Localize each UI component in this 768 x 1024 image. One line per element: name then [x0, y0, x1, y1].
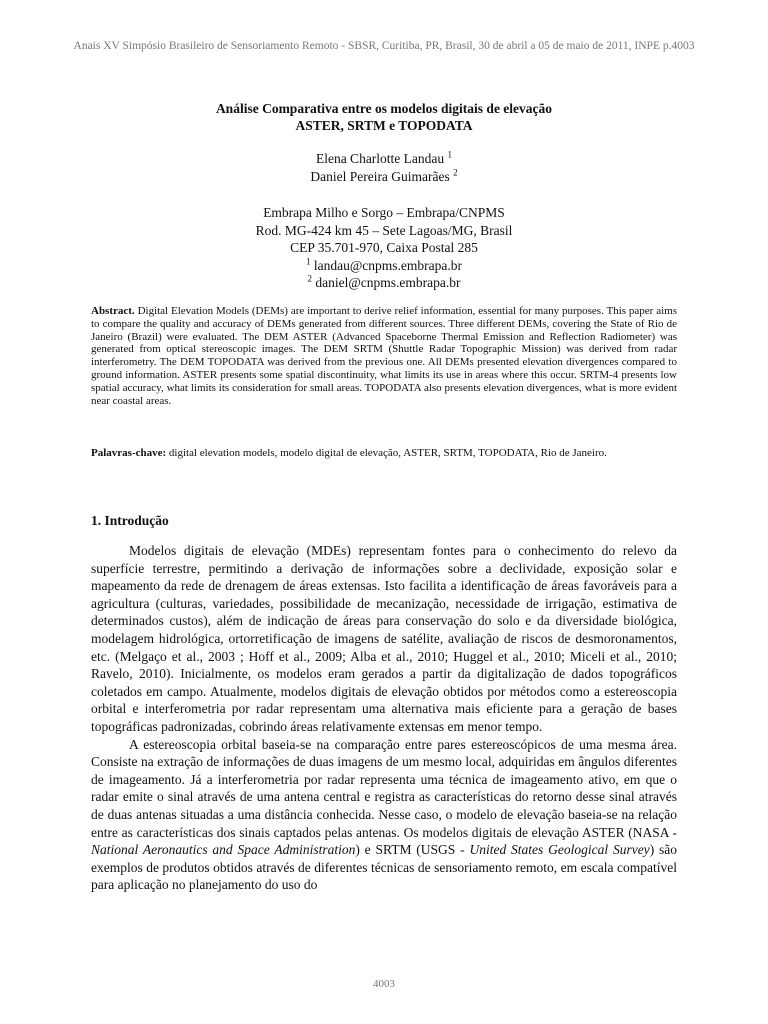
paragraph-2-italic-1: National Aeronautics and Space Administration	[91, 842, 356, 858]
running-header: Anais XV Simpósio Brasileiro de Sensoriamento Remoto - SBSR, Curitiba, PR, Brasil, 30 de abril a 05 de maio de 2011, INPE p.4003	[73, 40, 695, 52]
affiliation-line-3: CEP 35.701-970, Caixa Postal 285	[290, 240, 478, 255]
email-superscript: 1	[305, 256, 311, 266]
email-superscript: 2	[307, 273, 312, 284]
title-line-1: Análise Comparativa entre os modelos digitais de elevação	[215, 101, 553, 116]
affiliation-line-1: Embrapa Milho e Sorgo – Embrapa/CNPMS	[263, 205, 505, 220]
affiliation-line-2: Rod. MG-424 km 45 – Sete Lagoas/MG, Brasil	[255, 222, 513, 238]
abstract	[91, 305, 677, 407]
paragraph-2-part-3: ) são exemplos de produtos obtidos através de diferentes técnicas de sensoriamento remoto, em escala compatível para aplicação no planejamento do uso do	[91, 842, 678, 893]
body-text	[91, 542, 677, 894]
title-line-2: ASTER, SRTM e TOPODATA	[295, 118, 473, 133]
author-superscript: 1	[447, 149, 453, 160]
section-heading: 1. Introdução	[91, 513, 169, 528]
paragraph-1: Modelos digitais de elevação (MDEs) representam fontes para o conhecimento do relevo da superfície terrestre, permitindo a derivação de informações sobre a declividade, exposição solar e mapeamento da rede de drenagem de áreas extensas. Isto facilita a identificação de áreas favoráveis para a agricultura (culturas, variedades, possibilidade de mecanização, necessidade de irrigação, estimativa de determinados custos), além de indicação de áreas para conservação do solo e da diversidade biológica, modelagem hidrológica, ortorretificação de imagens de satélite, avaliação de riscos de desmoronamentos, etc. (Melgaço et al., 2003 ; Hoff et al., 2009; Alba et al., 2010; Huggel et al., 2010; Miceli et al., 2010; Ravelo, 2010). Inicialmente, os modelos eram gerados a partir da digitalização de dados topográficos coletados em campo. Atualmente, modelos digitais de elevação obtidos por métodos como a estereoscopia orbital e interferometria por radar representam uma alternativa mais eficiente para a geração de bases topográficas padronizadas, cobrindo áreas relativamente extensas em menor tempo.	[91, 543, 677, 734]
abstract-label: Abstract.	[91, 305, 135, 317]
keywords-text: digital elevation models, modelo digital de elevação, ASTER, SRTM, TOPODATA, Rio de Janeiro.	[168, 447, 607, 459]
paragraph-2	[91, 736, 677, 894]
author-1	[0, 150, 768, 168]
page-number: 4003	[373, 978, 395, 990]
paragraph-2-italic-2: United States Geological Survey	[469, 842, 650, 858]
email-address: landau@cnpms.embrapa.br	[313, 257, 462, 273]
email-1	[0, 257, 768, 275]
author-list	[0, 150, 768, 186]
abstract-text: Digital Elevation Models (DEMs) are important to derive relief information, essential for many purposes. This paper aims to compare the quality and accuracy of DEMs generated from different sources. Three different DEMs, covering the State of Rio de Janeiro (Brazil) were evaluated. The DEM ASTER (Advanced Spaceborne Thermal Emission and Reflection Radiometer) was generated from optical stereoscopic images. The DEM SRTM (Shuttle Radar Topographic Mission) was derived from radar interferometry. The DEM TOPODATA was derived from the previous one. All DEMs presented elevation divergences compared to ground information. ASTER presents some spatial discontinuity, what limits its use in areas where this occur. SRTM-4 presents low spatial accuracy, what limits its consideration for small areas. TOPODATA also presents elevation divergences, what is more evident near coastal areas.	[91, 305, 677, 407]
author-name: Daniel Pereira Guimarães	[310, 169, 450, 184]
author-2	[0, 168, 768, 186]
author-name: Elena Charlotte Landau	[315, 151, 445, 166]
email-2	[0, 274, 768, 292]
paragraph-2-part-2: ) e SRTM (USGS -	[355, 842, 470, 858]
paragraph-2-part-1: A estereoscopia orbital baseia-se na comparação entre pares estereoscópicos de uma mesma área. Consiste na extração de informações de duas imagens de um mesmo local, adquiridas em ângulos diferentes de imageamento. Já a interferometria por radar representa uma técnica de imageamento ativo, em que o radar emite o sinal através de uma antena central e registra as características do retorno desse sinal através de duas antenas situadas a uma distância conhecida. Nesse caso, o modelo de elevação baseia-se na relação entre as características dos sinais captados pelas antenas. Os modelos digitais de elevação ASTER (NASA -	[91, 736, 677, 840]
author-superscript: 2	[453, 167, 458, 178]
affiliation	[0, 204, 768, 292]
keywords-label: Palavras-chave:	[91, 447, 167, 459]
paper-title	[0, 100, 768, 134]
keywords	[91, 447, 677, 460]
email-address: daniel@cnpms.embrapa.br	[315, 275, 461, 290]
